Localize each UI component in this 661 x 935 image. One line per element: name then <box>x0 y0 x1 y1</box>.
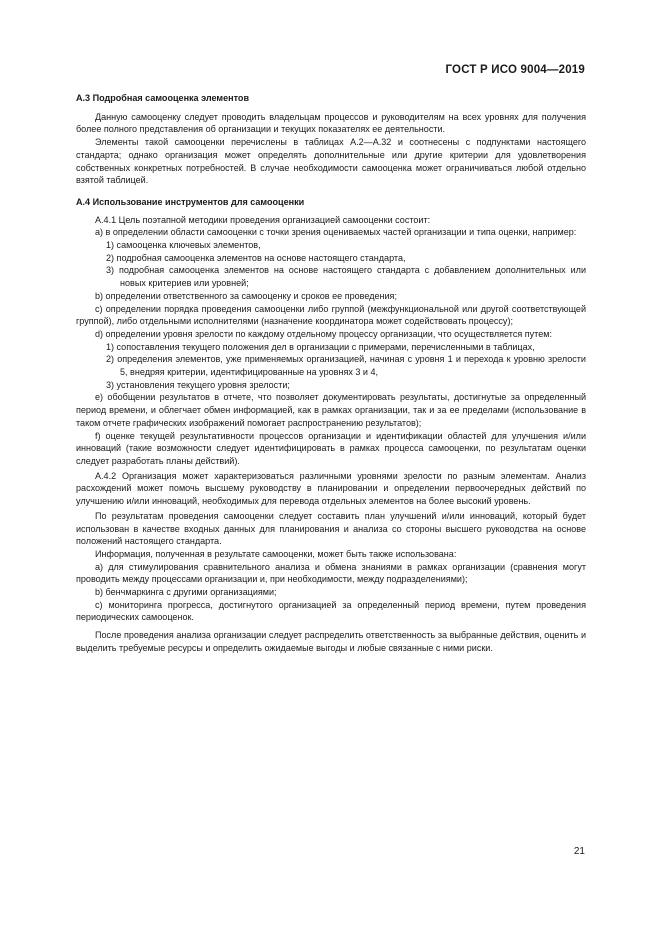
list-item: а) в определении области самооценки с точки зрения оцениваемых частей организации и типа оценки, например: <box>95 227 577 238</box>
sub-list-item: 1) сопоставления текущего положения дел в организации с примерами, перечисленными в таблицах, <box>106 341 535 352</box>
list-item: c) определении порядка проведения самооценки либо группой (межфункциональной или другой соответствующей группой), либо отдельными исполнителями (назначение координатора может содействовать процессу); <box>76 303 586 327</box>
paragraph: После проведения анализа организации следует распределить ответственность за выбранные действия, оценить и выделить требуемые ресурсы и определить ожидаемые выгоды и любые связанные с ними риски. <box>76 630 586 653</box>
list-item: c) мониторинга прогресса, достигнутого организацией за определенный период времени, путем проведения периодических самооценок. <box>76 599 586 623</box>
list-item: d) определении уровня зрелости по каждому отдельному процессу организации, что осуществляется путем: <box>95 328 552 339</box>
sub-list-item: 2) определения элементов, уже применяемых организацией, начиная с уровня 1 и перехода к уровню зрелости 5, внедряя критерии, идентифицированные на уровнях 3 и 4, <box>106 354 586 378</box>
list-item: а) для стимулирования сравнительного анализа и обмена знаниями в рамках организации (сравнения могут проводить между процессами организации и, при необходимости, между подразделениями); <box>76 561 586 585</box>
list-item: e) обобщении результатов в отчете, что позволяет документировать результаты, достигнутые за определенный период времени, и облегчает обмен информацией, как в рамках организации, так и за ее пределами (использование в таком отчете графических изображений помогает распространению результатов); <box>76 392 586 428</box>
sub-list-item: 3) подробная самооценка элементов на основе настоящего стандарта с добавлением дополнительных или новых критериев или уровней; <box>106 265 586 289</box>
paragraph: По результатам проведения самооценки следует составить план улучшений и/или инноваций, который будет использован в качестве входных данных для планирования и анализа со стороны высшего руководства на основе положений настоящего стандарта. <box>76 510 586 547</box>
page-number: 21 <box>573 846 585 857</box>
list-item: b) определении ответственного за самооценку и сроков ее проведения; <box>95 290 397 301</box>
paragraph: Элементы такой самооценки перечислены в таблицах А.2—А.32 и соотнесены с подпунктами настоящего стандарта; однако организация может определять дополнительные или другие критерии для удовлетворения собственных конкретных потребностей. В случае необходимости самооценка может ограничиваться любой отдельно взятой таблицей. <box>76 137 586 186</box>
list-item: f) оценке текущей результативности процессов организации и идентификации областей для улучшения и/или инноваций (такие возможности следует идентифицировать в рамках процесса самооценки, по результатам оценки следует разработать планы действий). <box>76 430 586 466</box>
list-item: b) бенчмаркинга с другими организациями; <box>95 587 277 598</box>
document-code: ГОСТ Р ИСО 9004—2019 <box>445 64 585 76</box>
sub-list-item: 3) установления текущего уровня зрелости; <box>106 379 290 390</box>
page-content <box>76 92 586 655</box>
paragraph: А.4.1 Цель поэтапной методики проведения организацией самооценки состоит: <box>95 214 431 225</box>
section-heading-a3: А.3 Подробная самооценка элементов <box>76 93 249 103</box>
sub-list-item: 2) подробная самооценка элементов на основе настоящего стандарта, <box>106 252 406 263</box>
sub-list-item: 1) самооценка ключевых элементов, <box>106 240 261 251</box>
paragraph: А.4.2 Организация может характеризоваться различными уровнями зрелости по разным элементам. Анализ расхождений может помочь высшему руководству в планировании и определении первоочередных действий по улучшению и/или инноваций, необходимых для перевода отдельных элементов на более высокий уровень. <box>76 470 586 507</box>
paragraph: Информация, полученная в результате самооценки, может быть также использована: <box>95 548 457 559</box>
section-heading-a4: А.4 Использование инструментов для самооценки <box>76 196 305 207</box>
paragraph: Данную самооценку следует проводить владельцам процессов и руководителям на всех уровнях для получения более полного представления об организации и текущих показателях ее деятельности. <box>76 111 586 135</box>
